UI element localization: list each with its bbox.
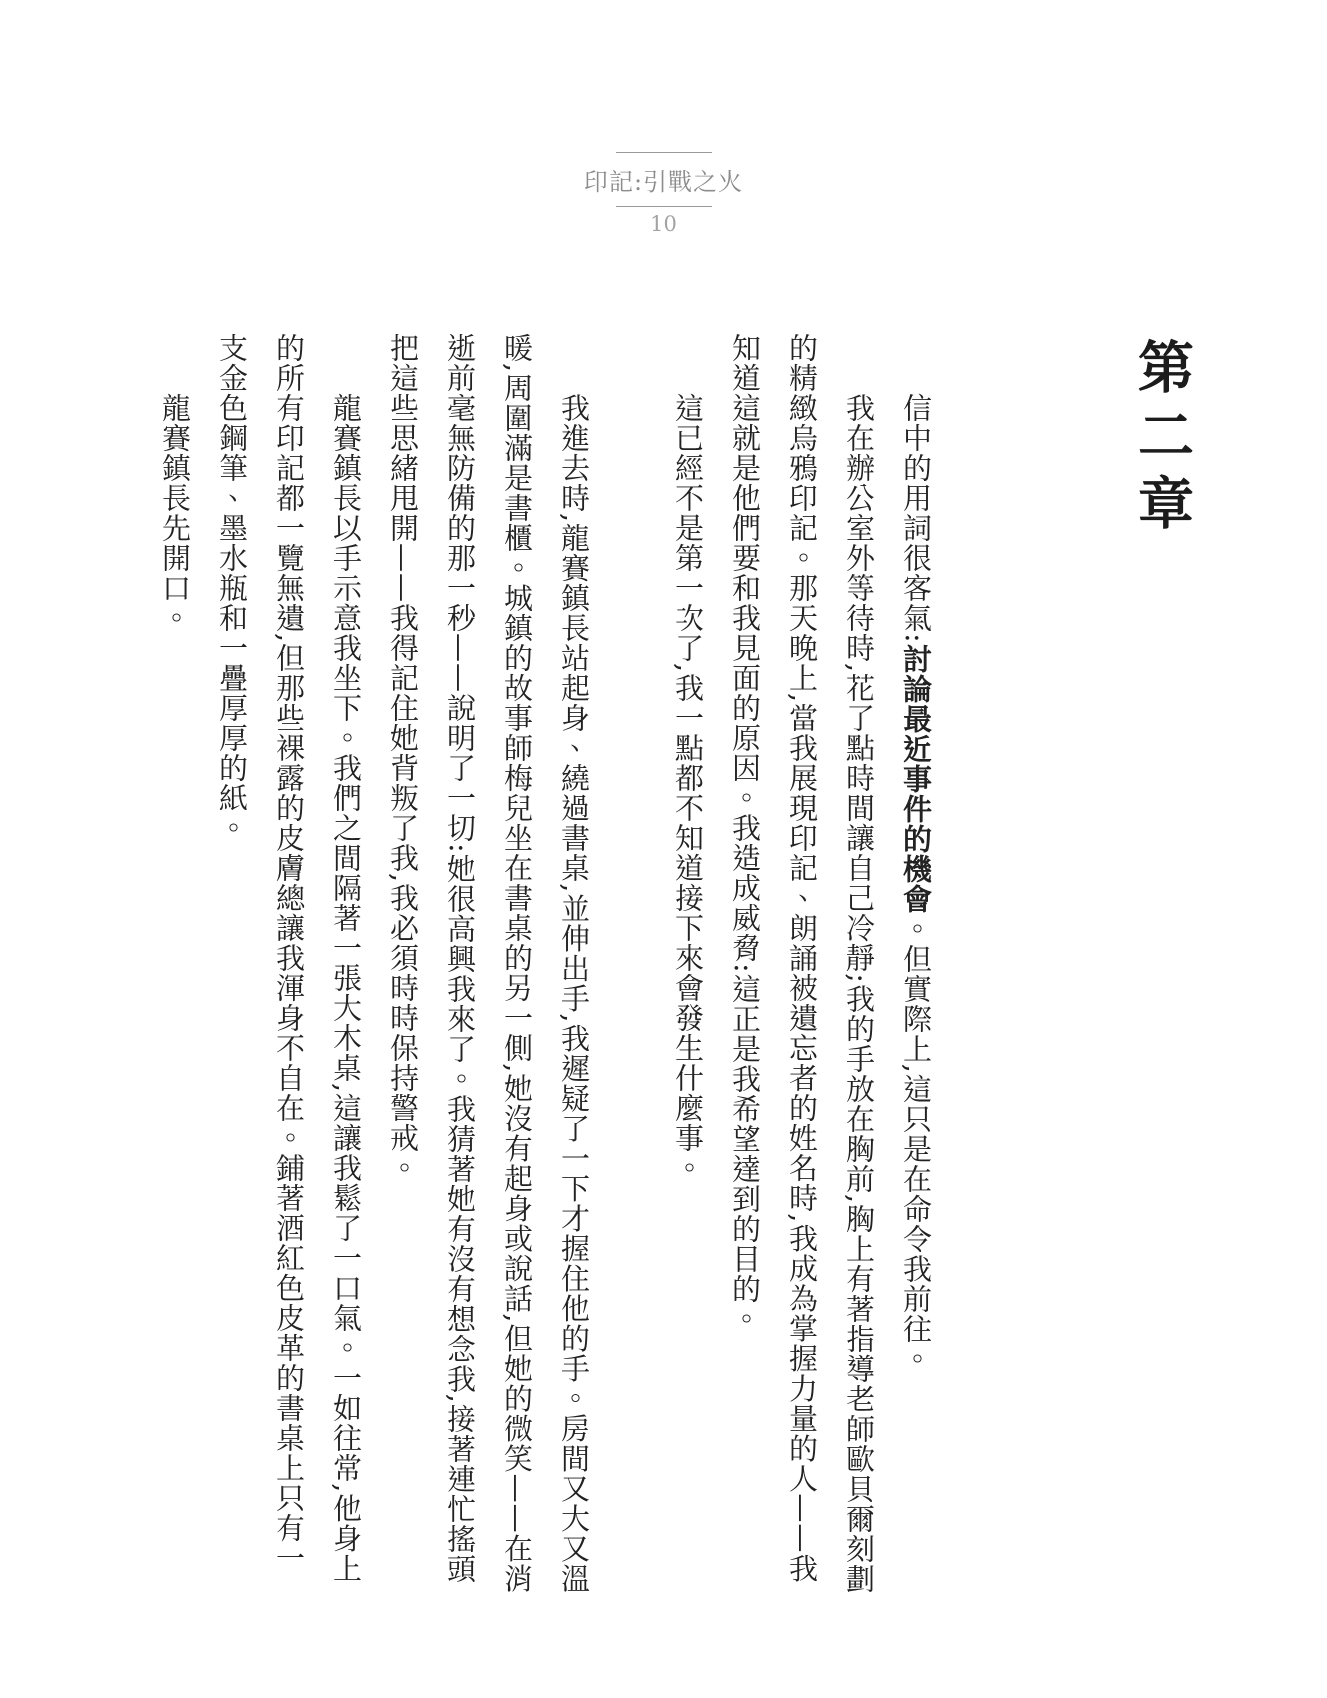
paragraph: [716, 333, 887, 1601]
paragraph: [374, 333, 602, 1601]
chapter-title: 第二章: [1129, 338, 1195, 542]
text-run: 我進去時,龍賽鎮長站起身、繞過書桌,並伸出手,我遲疑了一下才握住他的手。房間又大又溫暖,周圍滿是書櫃。城鎮的故事師梅兒坐在書桌的另一側,她沒有起身或說話,但她的微笑——在消逝前毫無防備的那一秒——說明了一切:她很高興我來了。我猜著她有沒有想念我,接著連忙搖頭把這些思緒甩開——我得記住她背叛了我,我必須時時保持警戒。: [386, 333, 591, 1594]
header-rule-top: [616, 152, 712, 153]
text-run: 龍賽鎮長先開口。: [158, 393, 192, 633]
text-run: 龍賽鎮長以手示意我坐下。我們之間隔著一張大木桌,這讓我鬆了一口氣。一如往常,他身上的所有印記都一覽無遺,但那些裸露的皮膚總讓我渾身不自在。鋪著酒紅色皮革的書桌上只有一支金色鋼筆、墨水瓶和一疊厚厚的紙。: [215, 333, 363, 1584]
body-text: [132, 333, 944, 1601]
text-run: 我在辦公室外等待時,花了點時間讓自己冷靜;我的手放在胸前,胸上有著指導老師歐貝爾刻劃的精緻烏鴉印記。那天晚上,當我展現印記、朗誦被遺忘者的姓名時,我成為掌握力量的人——我知道這就是他們要和我見面的原因。我造成威脅:這正是我希望達到的目的。: [728, 333, 876, 1595]
page-header: [0, 0, 1327, 236]
text-run: 。但實際上,這只是在命令我前往。: [899, 913, 933, 1374]
bold-text-run: 討論最近事件的機會: [899, 643, 933, 914]
book-title: 印記:引戰之火: [583, 168, 744, 196]
paragraph: [203, 333, 374, 1601]
paragraph: [659, 333, 716, 1601]
text-run: 這已經不是第一次了,我一點都不知道接下來會發生什麼事。: [671, 393, 705, 1184]
text-run: 信中的用詞很客氣:: [899, 393, 933, 644]
header-rule-bottom: [616, 206, 712, 207]
page-number: 10: [650, 212, 677, 236]
paragraph: [887, 333, 944, 1601]
paragraph: [146, 333, 203, 1601]
